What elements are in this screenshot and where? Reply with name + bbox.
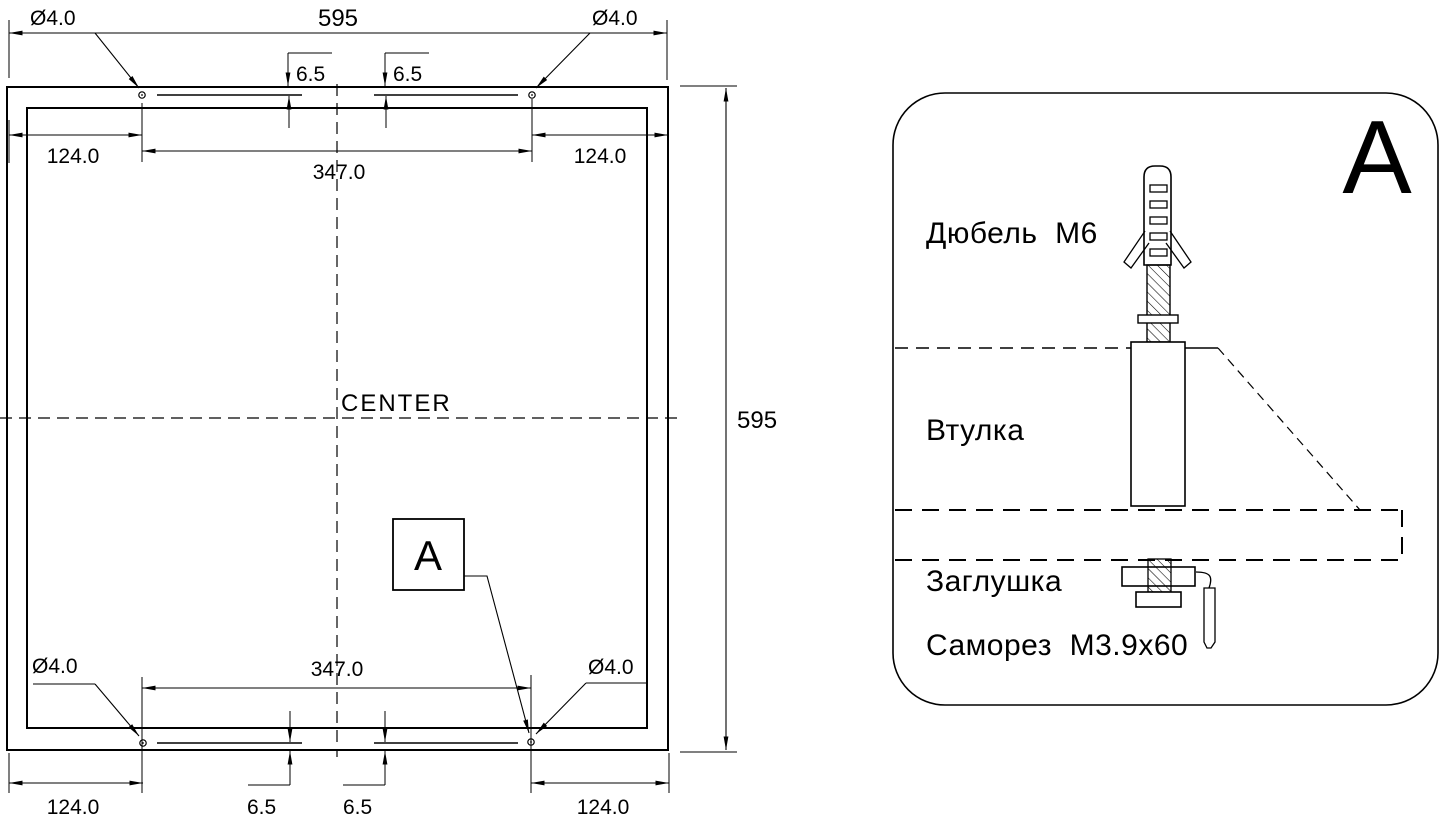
label-sleeve: Втулка bbox=[926, 414, 1025, 447]
centerlines bbox=[0, 84, 684, 757]
dowel-anchor bbox=[1124, 166, 1191, 268]
svg-text:124.0: 124.0 bbox=[46, 796, 100, 816]
dim-edge-bottom-right bbox=[531, 753, 669, 816]
hole-span-bottom-label: 347.0 bbox=[310, 658, 364, 681]
center-label: CENTER bbox=[341, 390, 452, 417]
panel-front-view bbox=[0, 5, 777, 816]
dim-hole-dia-top-right bbox=[536, 7, 650, 88]
dim-edge-top-left bbox=[9, 135, 142, 168]
ceiling-break-line bbox=[1218, 348, 1360, 510]
label-dowel: Дюбель М6 bbox=[926, 217, 1098, 250]
screw-side-view bbox=[1204, 588, 1215, 648]
overall-width-label: 595 bbox=[317, 5, 359, 32]
screw-collar bbox=[1138, 315, 1178, 323]
dim-hole-dia-top-left bbox=[30, 7, 139, 88]
screw-head bbox=[1136, 592, 1181, 607]
svg-text:6.5: 6.5 bbox=[343, 796, 373, 816]
dim-slot-offset-top-1 bbox=[288, 53, 332, 128]
svg-text:Ø4.0: Ø4.0 bbox=[588, 656, 634, 679]
detail-callout-leader bbox=[464, 576, 529, 733]
svg-text:Ø4.0: Ø4.0 bbox=[32, 655, 78, 678]
svg-text:6.5: 6.5 bbox=[247, 796, 277, 816]
dim-hole-dia-bottom-right bbox=[536, 656, 646, 734]
svg-text:6.5: 6.5 bbox=[393, 63, 423, 86]
mounting-hole-center bbox=[141, 94, 143, 96]
screw-shaft-lower bbox=[1148, 559, 1171, 592]
detail-callout bbox=[393, 519, 529, 733]
dim-hole-dia-bottom-left bbox=[32, 655, 139, 736]
detail-callout-letter: A bbox=[413, 532, 443, 579]
detail-view-title: A bbox=[1342, 100, 1412, 216]
label-screw: Саморез М3.9х60 bbox=[926, 629, 1189, 662]
sleeve-body bbox=[1131, 342, 1185, 506]
svg-text:124.0: 124.0 bbox=[46, 145, 100, 168]
svg-text:Ø4.0: Ø4.0 bbox=[592, 7, 638, 30]
dim-slot-offset-bottom-1 bbox=[247, 711, 290, 816]
svg-text:124.0: 124.0 bbox=[573, 145, 627, 168]
panel-slab bbox=[895, 510, 1402, 560]
dowel-slot bbox=[1150, 249, 1167, 256]
dowel-slot bbox=[1150, 233, 1167, 240]
overall-height-label: 595 bbox=[737, 407, 778, 434]
dim-overall-height bbox=[680, 86, 777, 752]
dim-edge-bottom-left bbox=[9, 753, 143, 816]
dim-hole-span-bottom bbox=[142, 658, 531, 793]
dim-slot-offset-bottom-2 bbox=[343, 711, 385, 816]
svg-text:Ø4.0: Ø4.0 bbox=[30, 7, 76, 30]
dim-overall-width bbox=[9, 5, 667, 163]
mounting-hole-center bbox=[531, 94, 533, 96]
dowel-slot bbox=[1150, 201, 1167, 208]
svg-text:6.5: 6.5 bbox=[296, 63, 326, 86]
screw-leader-curve bbox=[1196, 572, 1211, 588]
hole-span-top-label: 347.0 bbox=[312, 161, 366, 184]
dim-slot-offset-top-2 bbox=[385, 53, 429, 128]
screw-shaft-upper bbox=[1147, 265, 1170, 342]
dowel-slot bbox=[1150, 217, 1167, 224]
label-plug: Заглушка bbox=[926, 565, 1063, 598]
svg-text:124.0: 124.0 bbox=[576, 796, 630, 816]
detail-view-a bbox=[893, 93, 1438, 705]
dowel-slot bbox=[1150, 185, 1167, 192]
